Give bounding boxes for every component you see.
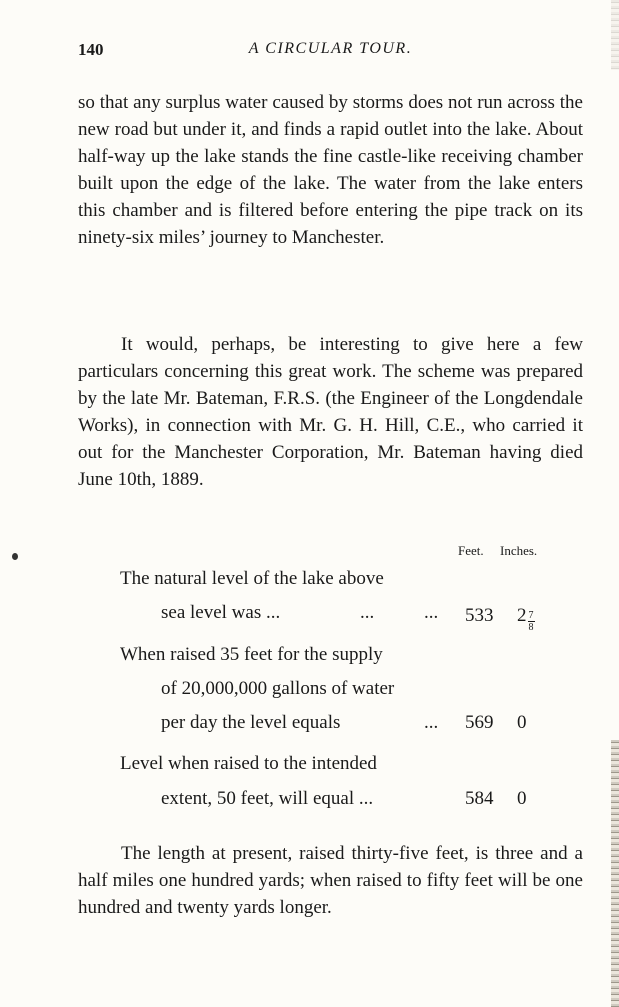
column-header-inches: Inches. — [500, 543, 538, 558]
table-row-1-feet: 533 — [465, 605, 494, 626]
table-row-1-inches: 2 $\frac{7}{8}$ — [517, 605, 534, 633]
page-edge-shadow — [611, 740, 619, 1007]
fraction: $\frac{7}{8}$ — [528, 610, 534, 633]
table-row-1-label-line2: sea level was ... — [161, 602, 281, 623]
paragraph-surplus-water: so that any surplus water caused by storms does not run across the new road but under it, and finds a rapid outlet into the lake. About half-way up the lake stands the fine castle-like receiving chamber built upon the edge of the lake. The water from the lake enters this chamber and is filtered before entering the pipe track on its ninety-six miles’ journey to Manchester. — [78, 92, 583, 248]
table-row-2-label-line3: per day the level equals — [161, 712, 341, 733]
table-row-2-leader: ... — [424, 712, 439, 733]
table-row-2-label-line1: When raised 35 feet for the supply — [120, 644, 383, 665]
column-header-feet: Feet. — [458, 543, 484, 558]
table-row-3-feet: 584 — [465, 788, 494, 809]
table-row-2-label-line2: of 20,000,000 gallons of water — [161, 678, 395, 699]
ink-speck — [12, 553, 18, 560]
table-row-2-feet: 569 — [465, 712, 494, 733]
page-number: 140 — [78, 40, 104, 59]
table-row-3-inches: 0 — [517, 788, 527, 809]
table-row-1-label-line1: The natural level of the lake above — [120, 568, 384, 589]
table-row-1-leader2: ... — [424, 602, 439, 623]
table-row-1-leader: ... — [360, 602, 375, 623]
page-edge-top — [611, 0, 619, 70]
paragraph-bateman-scheme: It would, perhaps, be interesting to give here a few particulars concerning this great work. The scheme was prepared by the late Mr. Bateman, F.R.S. (the Engineer of the Longdendale Works), in connection with Mr. G. H. Hill, C.E., who carried it out for the Manchester Corporation, Mr. Bateman having died June 10th, 1889. — [78, 334, 583, 490]
table-row-3-label-line1: Level when raised to the intended — [120, 753, 377, 774]
table-row-3-label-line2: extent, 50 feet, will equal ... — [161, 788, 374, 809]
running-title: A CIRCULAR TOUR. — [248, 40, 413, 57]
table-row-2-inches: 0 — [517, 712, 527, 733]
paragraph-length: The length at present, raised thirty-five feet, is three and a half miles one hundred yards; when raised to fifty feet will be one hundred and twenty yards longer. — [78, 843, 583, 918]
